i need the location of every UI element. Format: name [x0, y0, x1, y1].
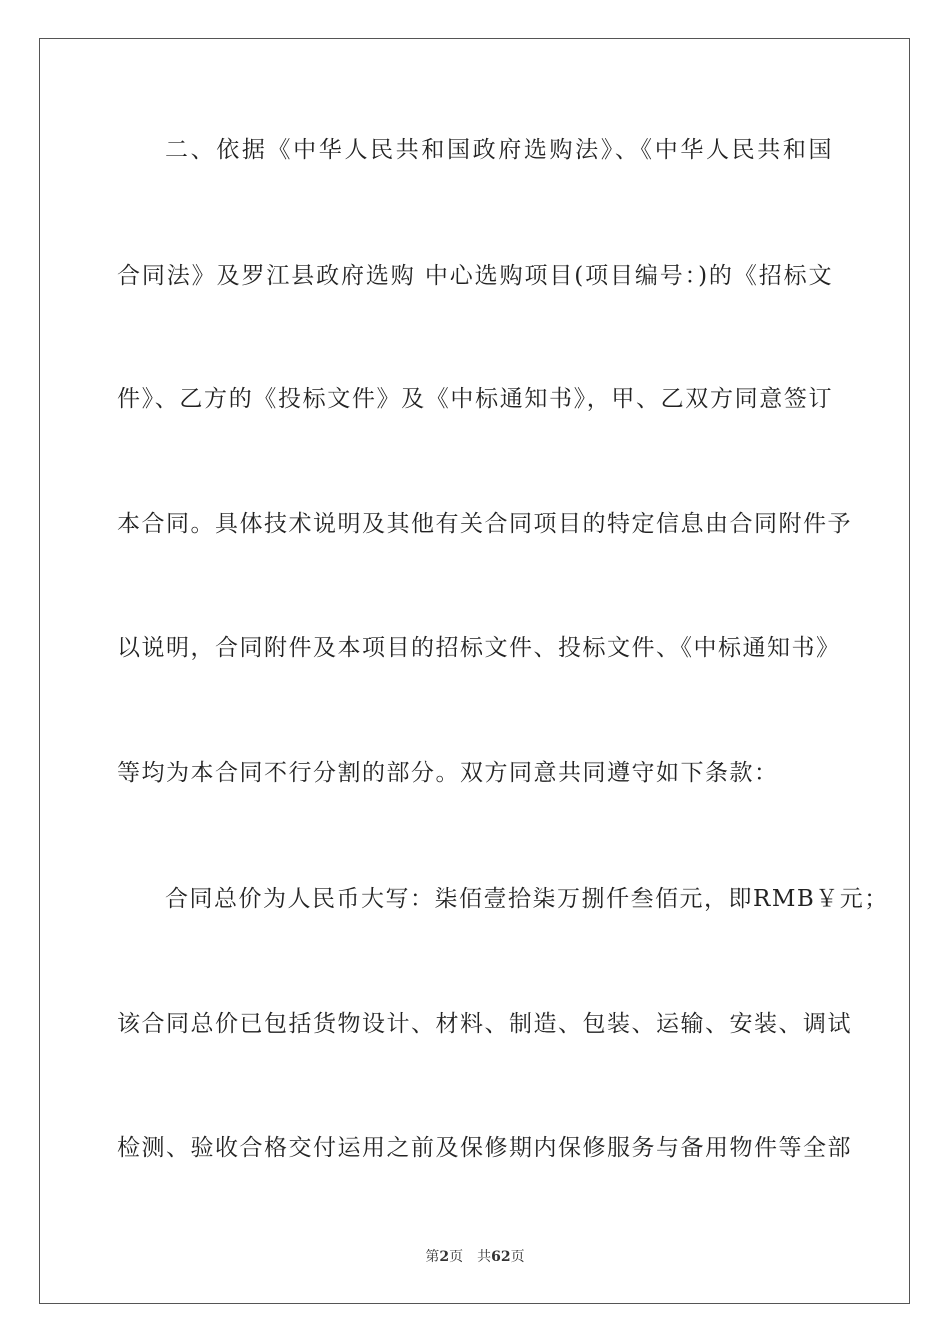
page-footer	[0, 1248, 950, 1266]
paragraph-line-5: 以说明，合同附件及本项目的招标文件、投标文件、《中标通知书》	[117, 635, 841, 661]
footer-page-prefix: 第	[425, 1249, 440, 1265]
paragraph-line-4: 本合同。具体技术说明及其他有关合同项目的特定信息由合同附件予	[117, 511, 852, 537]
page-border	[39, 38, 910, 1304]
paragraph-line-7: 合同总价为人民币大写：柒佰壹拾柒万捌仟叁佰元，即RMB￥元；	[165, 886, 889, 912]
paragraph-line-2: 合同法》及罗江县政府选购 中心选购项目(项目编号：)的《招标文	[117, 263, 833, 289]
paragraph-line-9: 检测、验收合格交付运用之前及保修期内保修服务与备用物件等全部	[117, 1135, 852, 1161]
paragraph-line-8: 该合同总价已包括货物设计、材料、制造、包装、运输、安装、调试	[117, 1011, 852, 1037]
footer-total-unit: 页	[510, 1249, 525, 1265]
footer-page-current: 2	[439, 1249, 450, 1265]
footer-total-prefix: 共	[477, 1249, 492, 1265]
paragraph-line-3: 件》、乙方的《投标文件》及《中标通知书》，甲、乙双方同意签订	[117, 386, 833, 412]
paragraph-line-1: 二、依据《中华人民共和国政府选购法》、《中华人民共和国	[165, 137, 833, 163]
footer-page-total: 62	[491, 1249, 511, 1265]
paragraph-line-6: 等均为本合同不行分割的部分。双方同意共同遵守如下条款：	[117, 760, 779, 786]
footer-page-unit: 页	[449, 1249, 464, 1265]
